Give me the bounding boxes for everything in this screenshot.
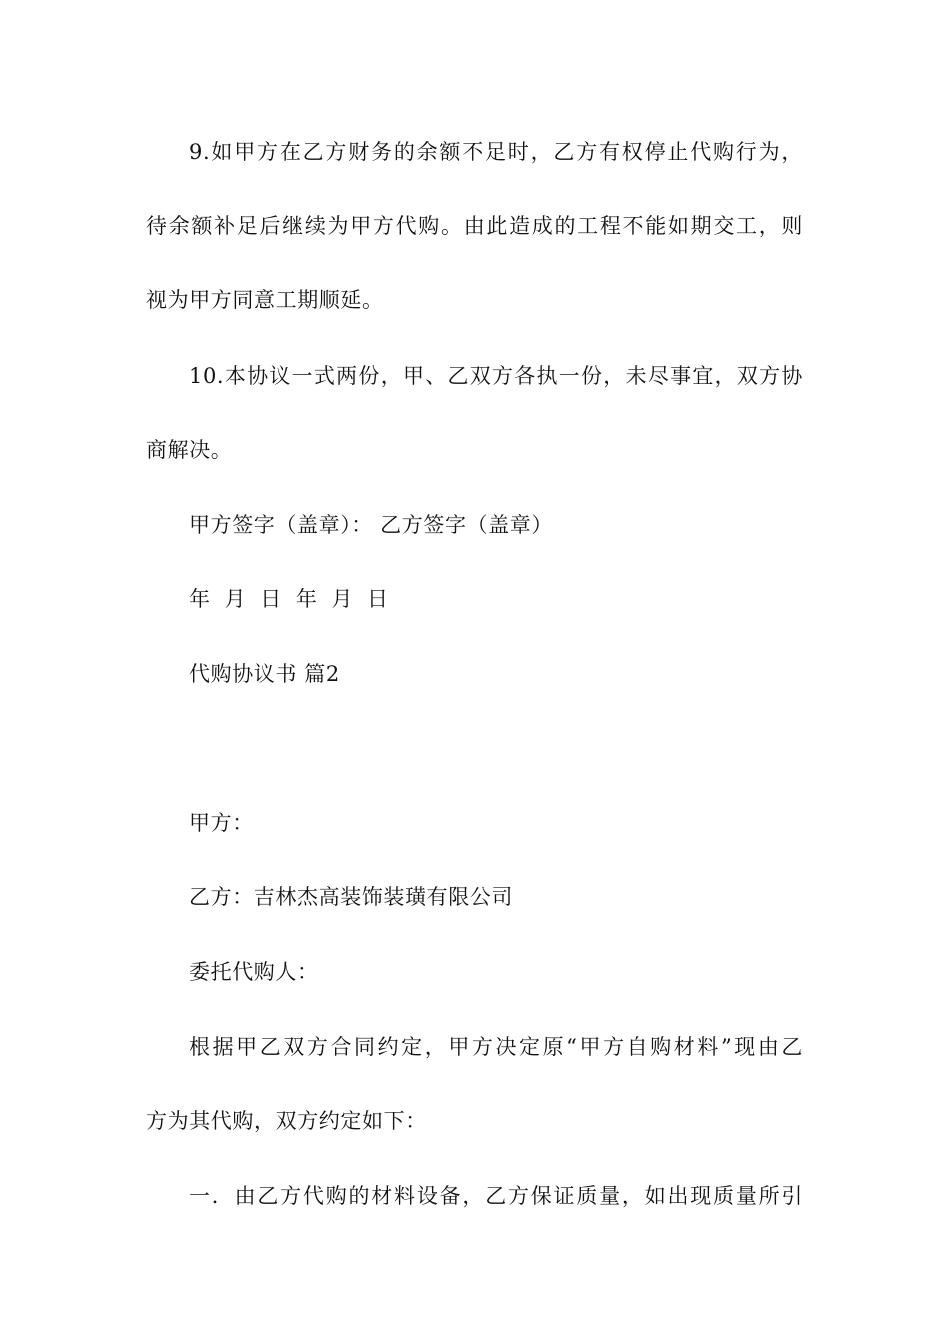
paragraph-9-line-3: 视为甲方同意工期顺延。 bbox=[146, 288, 384, 312]
agent-label: 委托代购人： bbox=[189, 960, 319, 984]
section-title: 代购协议书 篇2 bbox=[189, 662, 340, 686]
month-label-b: 月 bbox=[331, 587, 354, 611]
item-1-line-1: 一．由乙方代购的材料设备，乙方保证质量，如出现质量所引 bbox=[189, 1184, 803, 1208]
intro-line-1: 根据甲乙双方合同约定，甲方决定原“甲方自购材料”现由乙 bbox=[189, 1035, 803, 1059]
day-label-b: 日 bbox=[367, 587, 389, 611]
paragraph-9-line-2: 待余额补足后继续为甲方代购。由此造成的工程不能如期交工，则 bbox=[146, 214, 803, 238]
party-b-label: 乙方：吉林杰高装饰装璜有限公司 bbox=[189, 885, 513, 909]
year-label-a: 年 bbox=[189, 587, 211, 611]
month-label-a: 月 bbox=[224, 587, 247, 611]
party-a-label: 甲方： bbox=[189, 811, 254, 835]
paragraph-9-line-1: 9.如甲方在乙方财务的余额不足时，乙方有权停止代购行为， bbox=[189, 140, 803, 164]
signature-line: 甲方签字（盖章）： 乙方签字（盖章） bbox=[189, 513, 553, 537]
day-label-a: 日 bbox=[260, 587, 282, 611]
paragraph-10-line-1: 10.本协议一式两份，甲、乙双方各执一份，未尽事宜，双方协 bbox=[189, 364, 803, 388]
year-label-b: 年 bbox=[295, 587, 318, 611]
intro-line-2: 方为其代购，双方约定如下： bbox=[146, 1109, 427, 1133]
date-line bbox=[189, 586, 403, 612]
paragraph-10-line-2: 商解决。 bbox=[146, 438, 233, 462]
